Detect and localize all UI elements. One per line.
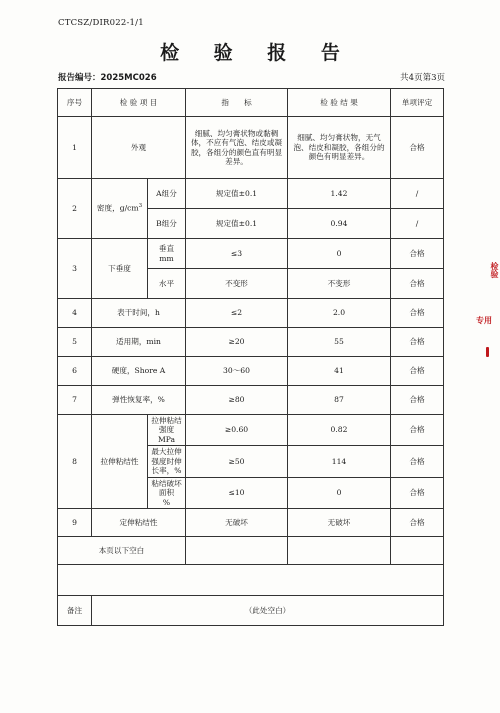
table-row bbox=[58, 357, 444, 386]
table-row bbox=[58, 509, 444, 537]
row-result: 0.94 bbox=[288, 209, 391, 239]
row-seq: 5 bbox=[58, 328, 92, 357]
sub-item-label: B组分 bbox=[148, 209, 186, 239]
row-result: 114 bbox=[288, 446, 391, 477]
spacer-cell bbox=[58, 565, 444, 596]
row-seq: 8 bbox=[58, 415, 92, 509]
remarks-label: 备注 bbox=[58, 596, 92, 626]
row-item: 弹性恢复率，% bbox=[92, 386, 186, 415]
row-item: 硬度，Shore A bbox=[92, 357, 186, 386]
density-unit-sup: 3 bbox=[138, 203, 143, 210]
row-judgement: 合格 bbox=[391, 446, 444, 477]
row-result: 0 bbox=[288, 239, 391, 269]
row-item: 拉伸粘结性 bbox=[92, 415, 148, 509]
blank-note: 本页以下空白 bbox=[58, 537, 186, 565]
sub-item-label: 粘结破坏面积 % bbox=[148, 477, 186, 508]
table-row bbox=[58, 299, 444, 328]
row-result: 1.42 bbox=[288, 179, 391, 209]
row-result: 不变形 bbox=[288, 269, 391, 299]
row-seq: 3 bbox=[58, 239, 92, 299]
table-row bbox=[58, 328, 444, 357]
row-indicator: 30～60 bbox=[186, 357, 288, 386]
header-result: 检 验 结 果 bbox=[288, 89, 391, 117]
seal-text-1: 检验 bbox=[490, 262, 499, 278]
row-item: 表干时间，h bbox=[92, 299, 186, 328]
table-row bbox=[58, 179, 444, 209]
row-judgement: 合格 bbox=[391, 509, 444, 537]
row-indicator: ≥50 bbox=[186, 446, 288, 477]
row-result: 无破坏 bbox=[288, 509, 391, 537]
row-seq: 2 bbox=[58, 179, 92, 239]
row-indicator: ≥80 bbox=[186, 386, 288, 415]
remarks-value: （此处空白） bbox=[92, 596, 444, 626]
page-info: 共4页第3页 bbox=[400, 73, 445, 83]
row-result: 0 bbox=[288, 477, 391, 508]
row-judgement: 合格 bbox=[391, 269, 444, 299]
row-indicator: 无破坏 bbox=[186, 509, 288, 537]
row-seq: 4 bbox=[58, 299, 92, 328]
sub-item-label: 最大拉伸强度时伸长率，% bbox=[148, 446, 186, 477]
row-judgement: 合格 bbox=[391, 239, 444, 269]
density-label: 密度，g/cm bbox=[96, 204, 139, 214]
row-judgement: / bbox=[391, 209, 444, 239]
row-judgement: / bbox=[391, 179, 444, 209]
row-judgement: 合格 bbox=[391, 477, 444, 508]
row-result: 55 bbox=[288, 328, 391, 357]
row-indicator: 不变形 bbox=[186, 269, 288, 299]
header-indicator: 指 标 bbox=[186, 89, 288, 117]
row-item: 适用期，min bbox=[92, 328, 186, 357]
row-result: 41 bbox=[288, 357, 391, 386]
empty-cell bbox=[288, 537, 391, 565]
document-code: CTCSZ/DIR022-1/1 bbox=[58, 18, 144, 28]
header-judgement: 单项评定 bbox=[391, 89, 444, 117]
row-seq: 7 bbox=[58, 386, 92, 415]
row-item: 外观 bbox=[92, 117, 186, 179]
report-number-value: 2025MC026 bbox=[100, 73, 157, 83]
seal-mark bbox=[486, 347, 489, 357]
sub-item-label: 水平 bbox=[148, 269, 186, 299]
table-row bbox=[58, 239, 444, 269]
row-indicator: ≥20 bbox=[186, 328, 288, 357]
empty-cell bbox=[186, 537, 288, 565]
sub-item-label: 垂直 mm bbox=[148, 239, 186, 269]
row-result: 0.82 bbox=[288, 415, 391, 446]
inspection-seal-edge-bottom bbox=[476, 315, 500, 355]
row-judgement: 合格 bbox=[391, 415, 444, 446]
row-indicator: 规定值±0.1 bbox=[186, 179, 288, 209]
row-judgement: 合格 bbox=[391, 386, 444, 415]
row-seq: 1 bbox=[58, 117, 92, 179]
row-seq: 6 bbox=[58, 357, 92, 386]
row-item bbox=[92, 179, 148, 239]
inspection-seal-edge-top bbox=[476, 262, 500, 302]
report-number bbox=[58, 71, 157, 83]
row-indicator: ≤10 bbox=[186, 477, 288, 508]
sub-item-label: 拉伸粘结强度 MPa bbox=[148, 415, 186, 446]
row-judgement: 合格 bbox=[391, 357, 444, 386]
row-result: 细腻、均匀膏状物，无气泡、结皮和凝胶，各组分的颜色有明显差异。 bbox=[288, 117, 391, 179]
row-seq: 9 bbox=[58, 509, 92, 537]
remarks-row bbox=[58, 596, 444, 626]
empty-cell bbox=[391, 537, 444, 565]
blank-note-row bbox=[58, 537, 444, 565]
table-row bbox=[58, 117, 444, 179]
table-row bbox=[58, 386, 444, 415]
spacer-row bbox=[58, 565, 444, 596]
report-table bbox=[57, 88, 444, 626]
header-seq: 序号 bbox=[58, 89, 92, 117]
row-item: 定伸粘结性 bbox=[92, 509, 186, 537]
row-judgement: 合格 bbox=[391, 328, 444, 357]
row-indicator: 规定值±0.1 bbox=[186, 209, 288, 239]
row-indicator: ≤3 bbox=[186, 239, 288, 269]
row-indicator: 细腻、均匀膏状物或黏稠体，不应有气泡、结皮或凝胶，各组分的颜色直有明显差异。 bbox=[186, 117, 288, 179]
row-item: 下垂度 bbox=[92, 239, 148, 299]
sub-item-label: A组分 bbox=[148, 179, 186, 209]
report-number-label: 报告编号： bbox=[58, 73, 101, 83]
table-header-row bbox=[58, 89, 444, 117]
row-result: 87 bbox=[288, 386, 391, 415]
row-indicator: ≥0.60 bbox=[186, 415, 288, 446]
seal-text-2: 专用 bbox=[476, 316, 492, 325]
row-judgement: 合格 bbox=[391, 117, 444, 179]
header-item: 检 验 项 目 bbox=[92, 89, 186, 117]
row-judgement: 合格 bbox=[391, 299, 444, 328]
page-title: 检 验 报 告 bbox=[160, 42, 354, 64]
table-row bbox=[58, 415, 444, 446]
row-indicator: ≤2 bbox=[186, 299, 288, 328]
row-result: 2.0 bbox=[288, 299, 391, 328]
